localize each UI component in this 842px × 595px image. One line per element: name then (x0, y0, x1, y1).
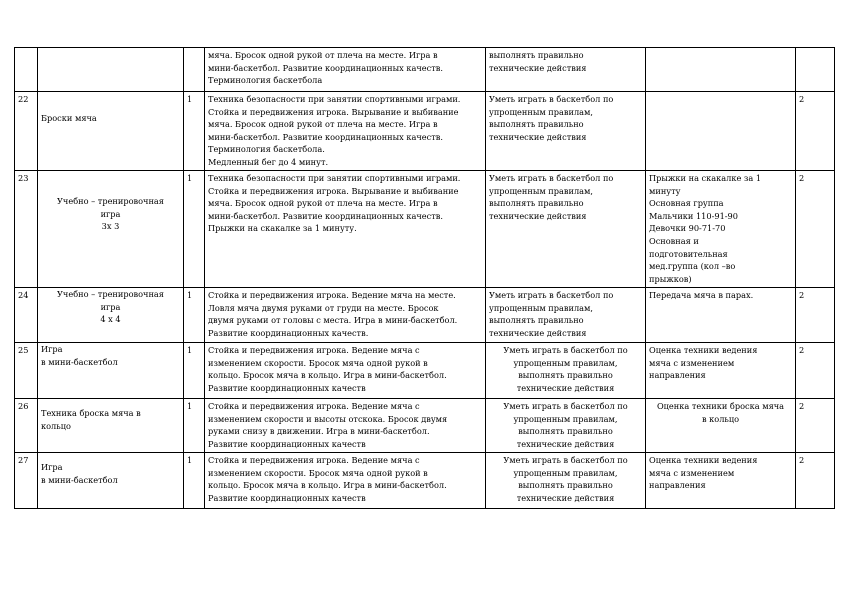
lesson-control: Оценка техники ведения мяча с изменением направления (646, 343, 796, 399)
lesson-topic: Учебно – тренировочная игра 4 х 4 (38, 288, 184, 343)
lesson-number (15, 48, 38, 92)
lesson-requirements: Уметь играть в баскетбол по упрощенным правилам, выполнять правильно технические действия (486, 171, 646, 288)
lesson-topic: Игра в мини-баскетбол (38, 453, 184, 509)
lesson-score: 2 (796, 171, 835, 288)
lesson-score: 2 (796, 92, 835, 171)
lesson-content: Стойка и передвижения игрока. Ведение мяча с изменением скорости. Бросок мяча одной рукой в кольцо. Бросок мяча в кольцо. Игра в мини-баскетбол. Развитие координационных качеств (205, 453, 486, 509)
lesson-requirements: Уметь играть в баскетбол по упрощенным правилам, выполнять правильно технические действия (486, 399, 646, 453)
lesson-content: Стойка и передвижения игрока. Ведение мяча с изменением скорости и высоты отскока. Бросок двумя руками снизу в движении. Игра в мини-баскетбол. Развитие координационных качеств (205, 399, 486, 453)
table-row (15, 399, 835, 453)
lesson-hours: 1 (184, 399, 205, 453)
lesson-topic: Броски мяча (38, 92, 184, 171)
table-row (15, 48, 835, 92)
lesson-control: Оценка техники броска мяча в кольцо (646, 399, 796, 453)
lesson-number: 24 (15, 288, 38, 343)
lesson-number: 27 (15, 453, 38, 509)
lesson-plan-table (14, 47, 835, 509)
lesson-score: 2 (796, 399, 835, 453)
table-row (15, 288, 835, 343)
lesson-requirements: Уметь играть в баскетбол по упрощенным правилам, выполнять правильно технические действия (486, 92, 646, 171)
lesson-requirements: Уметь играть в баскетбол по упрощенным правилам, выполнять правильно технические действия (486, 343, 646, 399)
table-row (15, 171, 835, 288)
lesson-control (646, 48, 796, 92)
lesson-requirements: Уметь играть в баскетбол по упрощенным правилам, выполнять правильно технические действия (486, 453, 646, 509)
lesson-number: 25 (15, 343, 38, 399)
lesson-score (796, 48, 835, 92)
lesson-content: Стойка и передвижения игрока. Ведение мяча с изменением скорости. Бросок мяча одной рукой в кольцо. Бросок мяча в кольцо. Игра в мини-баскетбол. Развитие координационных качеств (205, 343, 486, 399)
table-row (15, 453, 835, 509)
lesson-control: Прыжки на скакалке за 1 минуту Основная группа Мальчики 110-91-90 Девочки 90-71-70 Основная и подготовительная мед.группа (кол –во прыжков) (646, 171, 796, 288)
lesson-number: 23 (15, 171, 38, 288)
lesson-requirements: выполнять правильно технические действия (486, 48, 646, 92)
lesson-hours: 1 (184, 343, 205, 399)
lesson-control: Передача мяча в парах. (646, 288, 796, 343)
lesson-score: 2 (796, 288, 835, 343)
lesson-topic: Учебно – тренировочная игра 3х 3 (38, 171, 184, 288)
lesson-control: Оценка техники ведения мяча с изменением направления (646, 453, 796, 509)
lesson-hours: 1 (184, 92, 205, 171)
lesson-hours (184, 48, 205, 92)
lesson-requirements: Уметь играть в баскетбол по упрощенным правилам, выполнять правильно технические действия (486, 288, 646, 343)
lesson-number: 26 (15, 399, 38, 453)
lesson-topic (38, 48, 184, 92)
lesson-topic: Игра в мини-баскетбол (38, 343, 184, 399)
lesson-content: Техника безопасности при занятии спортивными играми. Стойка и передвижения игрока. Вырывание и выбивание мяча. Бросок одной рукой от плеча на месте. Игра в мини-баскетбол. Развитие координационных качеств. Прыжки на скакалке за 1 минуту. (205, 171, 486, 288)
lesson-score: 2 (796, 343, 835, 399)
table-row (15, 92, 835, 171)
lesson-hours: 1 (184, 171, 205, 288)
lesson-content: мяча. Бросок одной рукой от плеча на месте. Игра в мини-баскетбол. Развитие координационных качеств. Терминология баскетбола (205, 48, 486, 92)
lesson-control (646, 92, 796, 171)
lesson-hours: 1 (184, 288, 205, 343)
lesson-topic: Техника броска мяча в кольцо (38, 399, 184, 453)
lesson-content: Стойка и передвижения игрока. Ведение мяча на месте. Ловля мяча двумя руками от груди на месте. Бросок двумя руками от головы с места. Игра в мини-баскетбол. Развитие координационных качеств. (205, 288, 486, 343)
lesson-content: Техника безопасности при занятии спортивными играми. Стойка и передвижения игрока. Вырывание и выбивание мяча. Бросок одной рукой от плеча на месте. Игра в мини-баскетбол. Развитие координационных качеств. Терминология баскетбола. Медленный бег до 4 минут. (205, 92, 486, 171)
lesson-hours: 1 (184, 453, 205, 509)
lesson-number: 22 (15, 92, 38, 171)
table-row (15, 343, 835, 399)
lesson-score: 2 (796, 453, 835, 509)
